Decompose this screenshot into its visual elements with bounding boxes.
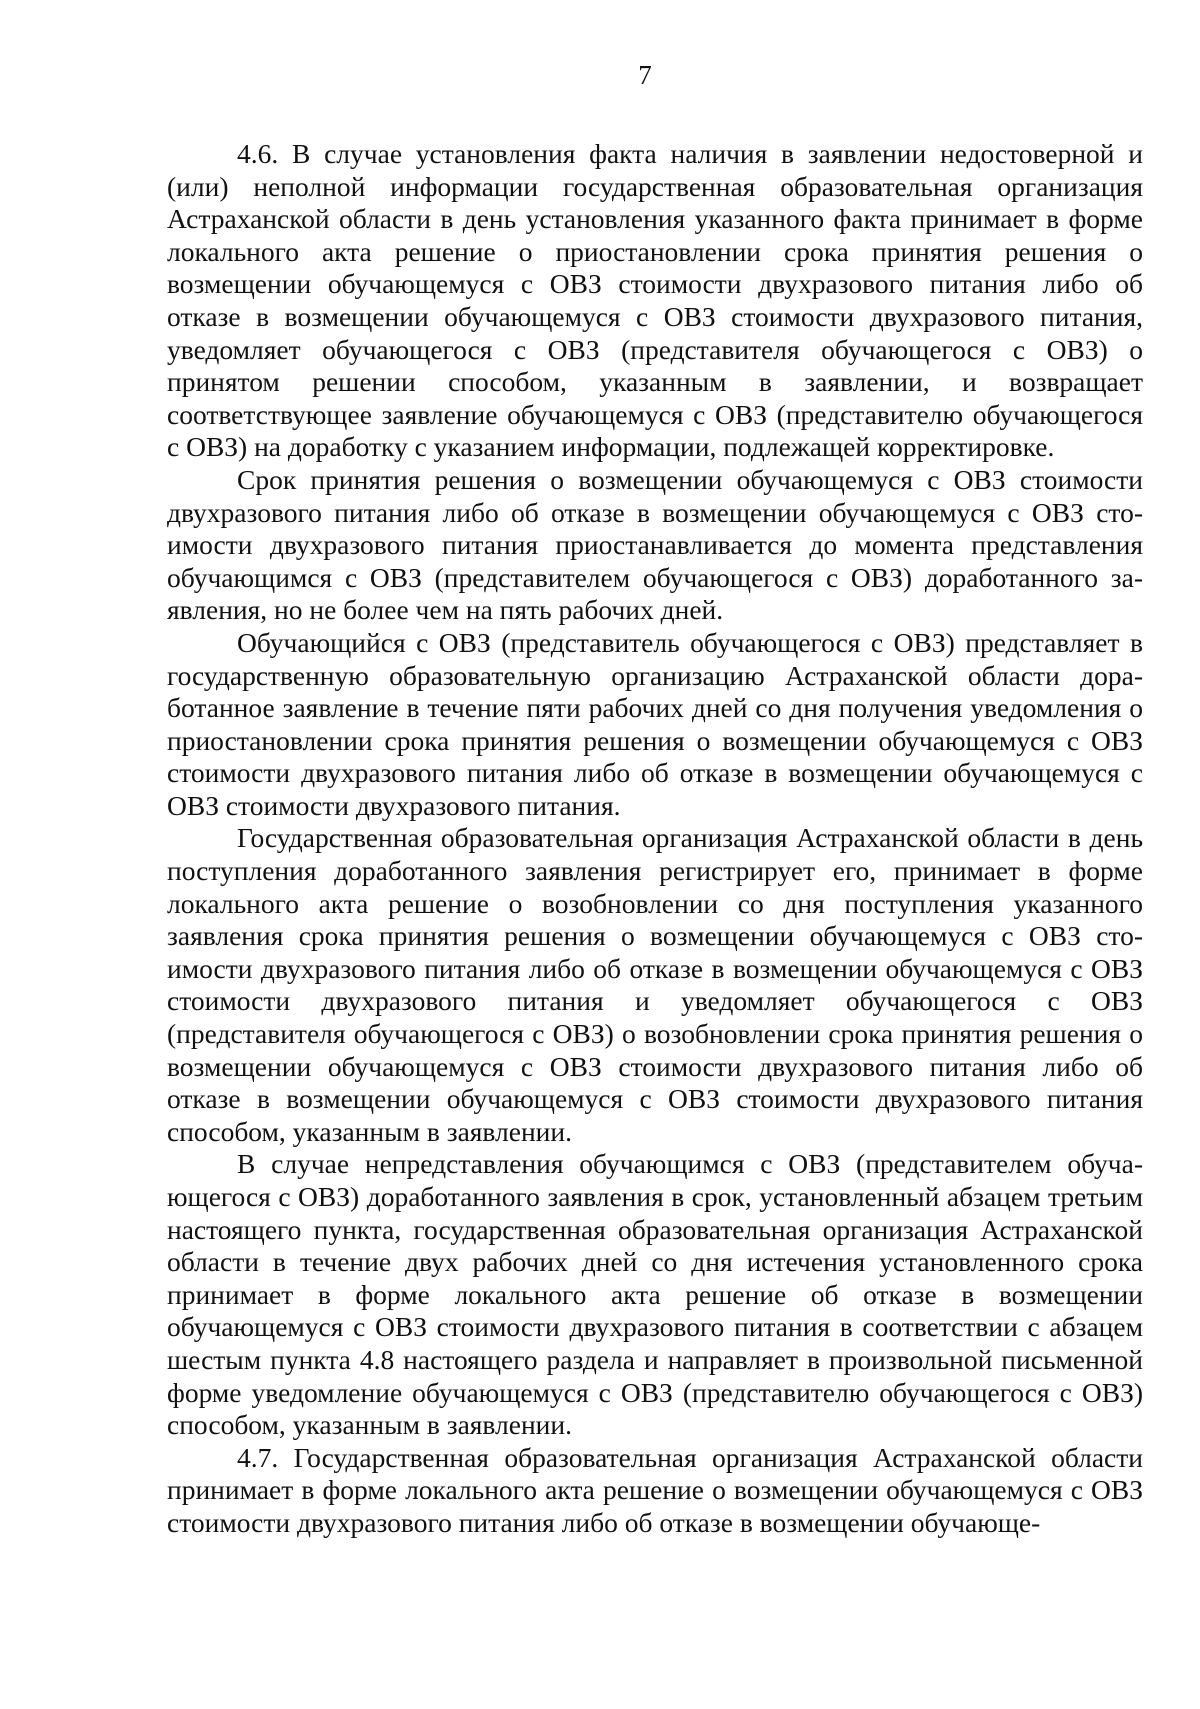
paragraph-resumption: Государственная образовательная организация Астраханской области в день поступления доработанного заявления регистрирует его, принимает в форме локального акта решение о возобновлении со дня поступления указанного заявления срока принятия решения о возмещении обучающемуся с ОВЗ стоимости двухразового питания либо об отказе в возмещении обучающемуся с ОВЗ стоимости двухразового питания и уведомляет обучающегося с ОВЗ (представителя обучающегося с ОВЗ) о возобновлении срока принятия решения о возмещении обучающемуся с ОВЗ стоимости двухразового питания либо об отказе в возмещении обучающемуся с ОВЗ стоимости двухразового питания способом, указанным в заявлении.: [167, 822, 1143, 1147]
paragraph-revised-submission: Обучающийся с ОВЗ (представитель обучающегося с ОВЗ) представляет в государственную образовательную организацию Астраханской области доработанное заявление в течение пяти рабочих дней со дня получения уведомления о приостановлении срока принятия решения о возмещении обучающемуся с ОВЗ стоимости двухразового питания либо об отказе в возмещении обучающемуся с ОВЗ стоимости двухразового питания.: [167, 626, 1143, 821]
paragraph-4-7: 4.7. Государственная образовательная организация Астраханской области принимает в форме локального акта решение о возмещении обучающемуся с ОВЗ стоимости двухразового питания либо об отказе в возмещении обучающе-: [167, 1441, 1143, 1538]
paragraph-4-6: 4.6. В случае установления факта наличия в заявлении недостоверной и (или) неполной информации государственная образовательная организация Астраханской области в день установления указанного факта принимает в форме локального акта решение о приостановлении срока принятия решения о возмещении обучающемуся с ОВЗ стоимости двухразового питания либо об отказе в возмещении обучающемуся с ОВЗ стоимости двухразового питания, уведомляет обучающегося с ОВЗ (представителя обучающегося с ОВЗ) о принятом решении способом, указанным в заявлении, и возвращает соответствующее заявление обучающемуся с ОВЗ (представителю обучающегося с ОВЗ) на доработку с указанием информации, подлежащей корректировке.: [167, 138, 1143, 463]
paragraph-non-submission: В случае непредставления обучающимся с ОВЗ (представителем обучающегося с ОВЗ) доработанного заявления в срок, установленный абзацем третьим настоящего пункта, государственная образовательная организация Астраханской области в течение двух рабочих дней со дня истечения установленного срока принимает в форме локального акта решение об отказе в возмещении обучающемуся с ОВЗ стоимости двухразового питания в соответствии с абзацем шестым пункта 4.8 настоящего раздела и направляет в произвольной письменной форме уведомление обучающемуся с ОВЗ (представителю обучающегося с ОВЗ) способом, указанным в заявлении.: [167, 1148, 1143, 1441]
paragraph-suspension-term: Срок принятия решения о возмещении обучающемуся с ОВЗ стоимости двухразового питания либо об отказе в возмещении обучающемуся с ОВЗ стоимости двухразового питания приостанавливается до момента представления обучающимся с ОВЗ (представителем обучающегося с ОВЗ) доработанного заявления, но не более чем на пять рабочих дней.: [167, 463, 1143, 626]
document-body: [167, 138, 1143, 1540]
page-number: 7: [638, 60, 652, 90]
